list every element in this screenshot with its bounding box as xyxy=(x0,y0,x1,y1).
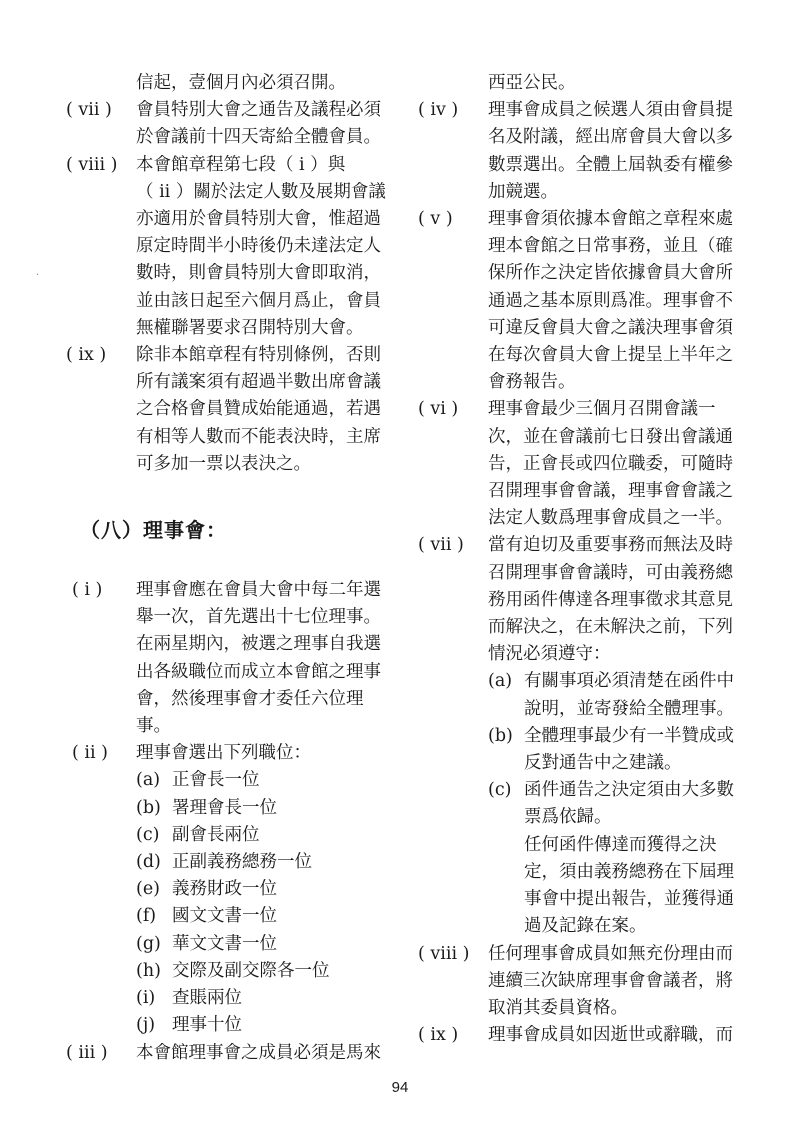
clause-line: 會，然後理事會才委任六位理 xyxy=(136,688,364,709)
sub-item-label: (j) xyxy=(136,1015,156,1036)
sub-item-line: 華文文書一位 xyxy=(172,933,277,954)
sub-item-line: 過及記錄在案。 xyxy=(524,916,647,937)
clause-line: 名及附議，經出席會員大會以多 xyxy=(488,127,733,148)
right-column xyxy=(418,70,764,1049)
sub-item-line: 查賬兩位 xyxy=(172,988,242,1009)
continuation-text xyxy=(424,70,764,97)
clause-item xyxy=(418,206,764,396)
clause-number: ( v ) xyxy=(418,209,453,230)
sub-item-line: 全體理事最少有一半贊成或 xyxy=(524,725,734,746)
sub-item-label: (c) xyxy=(136,824,160,845)
sub-item-label: (a) xyxy=(136,770,161,791)
clause-number: ( ix ) xyxy=(418,1025,459,1046)
page-number: 94 xyxy=(391,1079,409,1096)
sub-item-line: 有關事項必須清楚在函件中 xyxy=(524,671,734,692)
clause-line: 理事會成員如因逝世或辭職，而 xyxy=(488,1025,733,1046)
clause-item xyxy=(72,577,412,740)
clause-line: 有相等人數而不能表決時，主席 xyxy=(136,426,381,447)
sub-item-line: 反對通告中之建議。 xyxy=(524,753,682,774)
sub-item xyxy=(136,931,412,958)
sub-item-line: 函件通告之決定須由大多數 xyxy=(524,780,734,801)
margin-dot: · xyxy=(36,270,40,281)
sub-item xyxy=(136,1012,412,1039)
sub-item-label: (f) xyxy=(136,906,157,927)
sub-item-label: (d) xyxy=(136,852,161,873)
clause-line: 除非本館章程有特別條例，否則 xyxy=(136,345,381,366)
clause-item xyxy=(66,97,412,151)
sub-item xyxy=(136,849,412,876)
clause-item xyxy=(418,941,764,1023)
clause-number: ( ix ) xyxy=(66,345,107,366)
sub-item-line: 任何函件傳達而獲得之決 xyxy=(524,834,717,855)
clause-item xyxy=(66,152,412,342)
clause-number: ( vii ) xyxy=(418,535,464,556)
clause-line: 可多加一票以表決之。 xyxy=(136,453,311,474)
clause-number: ( ii ) xyxy=(72,743,108,764)
position-list xyxy=(136,767,412,1039)
clause-item xyxy=(66,342,412,478)
clause-line: 出各級職位而成立本會館之理事 xyxy=(136,661,381,682)
sub-item-label: (b) xyxy=(136,797,161,818)
clause-line: 理事會選出下列職位： xyxy=(136,743,311,764)
clause-line: 法定人數爲理事會成員之一半。 xyxy=(488,508,733,529)
sub-item xyxy=(136,985,412,1012)
sub-item-line: 定，須由義務總務在下屆理 xyxy=(524,861,734,882)
sub-item xyxy=(488,777,764,940)
clause-line: （ ii ）關於法定人數及展期會議 xyxy=(136,181,386,202)
clause-line: 理事會應在會員大會中每二年選 xyxy=(136,580,381,601)
sub-item-line: 理事十位 xyxy=(172,1015,242,1036)
text-line: 西亞公民。 xyxy=(488,73,576,93)
continuation-text xyxy=(72,70,412,97)
clause-number: ( vii ) xyxy=(66,100,112,121)
sub-item-line: 正副義務總務一位 xyxy=(172,852,312,873)
clause-number: ( vi ) xyxy=(418,399,459,420)
sub-item-line: 事會中提出報告，並獲得通 xyxy=(524,889,734,910)
clause-line: 可違反會員大會之議決理事會須 xyxy=(488,317,733,338)
clause-line: 原定時間半小時後仍未達法定人 xyxy=(136,236,381,257)
clause-number: ( viii ) xyxy=(66,154,118,175)
clause-number: ( i ) xyxy=(72,580,103,601)
clause-item xyxy=(66,1040,412,1067)
text-line: 信起，壹個月內必須召開。 xyxy=(136,73,346,93)
clause-line: 而解決之，在未解決之前，下列 xyxy=(488,617,733,638)
clause-line: 於會議前十四天寄給全體會員。 xyxy=(136,127,381,148)
clause-line: 當有迫切及重要事務而無法及時 xyxy=(488,535,733,556)
clause-line: 理事會成員之候選人須由會員提 xyxy=(488,100,733,121)
clause-line: 在兩星期內，被選之理事自我選 xyxy=(136,634,381,655)
sub-item-line: 國文文書一位 xyxy=(172,906,277,927)
sub-item-label: (c) xyxy=(488,780,512,801)
clause-line: 無權聯署要求召開特別大會。 xyxy=(136,317,364,338)
sub-item xyxy=(136,903,412,930)
sub-item xyxy=(136,958,412,985)
sub-item-list xyxy=(488,668,764,940)
sub-item-line: 說明，並寄發給全體理事。 xyxy=(524,698,734,719)
sub-item-line: 義務財政一位 xyxy=(172,879,277,900)
clause-line: 理事會須依據本會館之章程來處 xyxy=(488,209,733,230)
clause-line: 保所作之決定皆依據會員大會所 xyxy=(488,263,733,284)
clause-number: ( viii ) xyxy=(418,943,470,964)
clause-line: 並由該日起至六個月爲止，會員 xyxy=(136,290,381,311)
clause-item xyxy=(72,740,412,767)
clause-line: 會員特別大會之通告及議程必須 xyxy=(136,100,381,121)
sub-item-label: (e) xyxy=(136,879,161,900)
clause-line: 務用函件傳達各理事徵求其意見 xyxy=(488,589,733,610)
clause-line: 取消其委員資格。 xyxy=(488,997,628,1018)
left-column xyxy=(66,70,412,1067)
clause-line: 告，正會長或四位職委，可隨時 xyxy=(488,453,733,474)
clause-number: ( iv ) xyxy=(418,100,459,121)
sub-item xyxy=(488,668,764,722)
clause-line: 理事會最少三個月召開會議一 xyxy=(488,399,716,420)
clause-item xyxy=(418,396,764,532)
clause-line: 事。 xyxy=(136,716,171,737)
sub-item-line: 副會長兩位 xyxy=(172,824,260,845)
clause-line: 在每次會員大會上提呈上半年之 xyxy=(488,345,733,366)
clause-line: 舉一次，首先選出十七位理事。 xyxy=(136,607,381,628)
sub-item xyxy=(136,822,412,849)
sub-item xyxy=(136,767,412,794)
sub-item xyxy=(488,723,764,777)
clause-item xyxy=(418,532,764,668)
sub-item-label: (b) xyxy=(488,725,513,746)
clause-line: 理本會館之日常事務，並且（確 xyxy=(488,236,733,257)
clause-line: 連續三次缺席理事會會議者，將 xyxy=(488,970,733,991)
clause-line: 會務報告。 xyxy=(488,372,576,393)
clause-line: 通過之基本原則爲准。理事會不 xyxy=(488,290,733,311)
sub-item-line: 交際及副交際各一位 xyxy=(172,960,330,981)
sub-item-line: 票爲依歸。 xyxy=(524,807,612,828)
sub-item-label: (i) xyxy=(136,988,156,1009)
clause-line: 本會館章程第七段（ i ）與 xyxy=(136,154,346,175)
clause-line: 召開理事會會議，理事會會議之 xyxy=(488,481,733,502)
sub-item-line: 署理會長一位 xyxy=(172,797,277,818)
sub-item-line: 正會長一位 xyxy=(172,770,260,791)
clause-item xyxy=(418,97,764,206)
clause-item xyxy=(418,1022,764,1049)
clause-line: 召開理事會會議時，可由義務總 xyxy=(488,562,733,583)
sub-item-label: (a) xyxy=(488,671,513,692)
clause-line: 任何理事會成員如無充份理由而 xyxy=(488,943,733,964)
section-heading: （八）理事會： xyxy=(80,518,227,543)
sub-item xyxy=(136,876,412,903)
clause-line: 之合格會員贊成始能通過，若遇 xyxy=(136,399,381,420)
clause-number: ( iii ) xyxy=(66,1042,108,1063)
clause-line: 數時，則會員特別大會即取消， xyxy=(136,263,381,284)
clause-line: 亦適用於會員特別大會，惟超過 xyxy=(136,209,381,230)
sub-item-label: (g) xyxy=(136,933,161,954)
sub-item xyxy=(136,795,412,822)
clause-line: 所有議案須有超過半數出席會議 xyxy=(136,372,381,393)
clause-line: 情況必須遵守： xyxy=(488,644,611,665)
clause-line: 數票選出。全體上屆執委有權參 xyxy=(488,154,733,175)
clause-line: 次，並在會議前七日發出會議通 xyxy=(488,426,733,447)
clause-line: 加競選。 xyxy=(488,181,558,202)
sub-item-label: (h) xyxy=(136,960,161,981)
clause-line: 本會館理事會之成員必須是馬來 xyxy=(136,1042,381,1063)
